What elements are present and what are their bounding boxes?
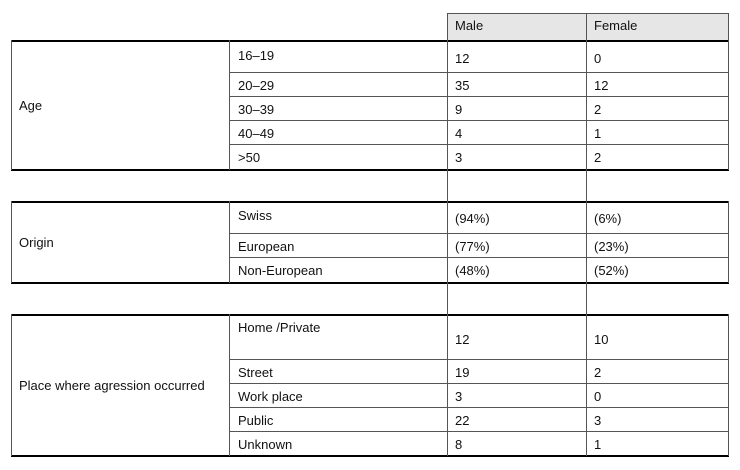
row-male: 3 <box>455 150 463 165</box>
row-male: 8 <box>455 437 463 452</box>
row-category: Public <box>238 413 274 428</box>
place-row-line <box>229 359 729 360</box>
row-female: 2 <box>594 102 602 117</box>
header-female: Female <box>594 18 638 33</box>
origin-bottom-border <box>11 282 729 284</box>
header-right-border <box>728 13 729 41</box>
row-male: 3 <box>455 389 463 404</box>
place-top-border <box>11 314 729 316</box>
place-col-divider-2 <box>447 314 448 456</box>
origin-top-border <box>11 201 729 203</box>
row-category: Non-European <box>238 263 323 278</box>
origin-col-divider-1 <box>229 201 230 283</box>
row-category: >50 <box>238 150 261 165</box>
place-col-divider-1 <box>229 314 230 456</box>
row-category: Street <box>238 365 273 380</box>
header-divider <box>586 13 587 41</box>
section-label-age: Age <box>19 98 43 113</box>
age-col-divider-2 <box>447 40 448 170</box>
place-col-divider-3 <box>586 314 587 456</box>
section-label-origin: Origin <box>19 235 54 250</box>
row-male: 35 <box>455 78 470 93</box>
row-female: (52%) <box>594 263 629 278</box>
section-label-place: Place where agression occurred <box>19 378 205 393</box>
origin-col-divider-2 <box>447 201 448 283</box>
age-col-divider-1 <box>229 40 230 170</box>
header-top-border <box>447 13 729 14</box>
row-male: 4 <box>455 126 463 141</box>
origin-left-border <box>11 201 12 283</box>
row-female: 1 <box>594 126 602 141</box>
row-category: 16–19 <box>238 48 275 63</box>
row-male: 12 <box>455 332 470 347</box>
age-row-line <box>229 120 729 121</box>
place-bottom-border <box>11 455 729 457</box>
row-category: European <box>238 239 295 254</box>
row-category: Work place <box>238 389 303 404</box>
origin-right-border <box>728 201 729 283</box>
row-category: Home /Private <box>238 320 321 335</box>
row-female: 2 <box>594 150 602 165</box>
origin-row-line <box>229 257 729 258</box>
row-category: 20–29 <box>238 78 275 93</box>
age-right-border <box>728 40 729 170</box>
spacer-divider-3 <box>447 283 448 315</box>
spacer-divider-2 <box>586 170 587 202</box>
header-male: Male <box>455 18 484 33</box>
header-left-border <box>447 13 448 41</box>
row-female: 1 <box>594 437 602 452</box>
age-top-border <box>11 40 729 42</box>
age-row-line <box>229 144 729 145</box>
age-row-line <box>229 96 729 97</box>
row-category: 30–39 <box>238 102 275 117</box>
row-female: 2 <box>594 365 602 380</box>
row-male: (48%) <box>455 263 490 278</box>
origin-col-divider-3 <box>586 201 587 283</box>
row-male: 9 <box>455 102 463 117</box>
row-male: 19 <box>455 365 470 380</box>
row-category: 40–49 <box>238 126 275 141</box>
place-row-line <box>229 431 729 432</box>
place-row-line <box>229 407 729 408</box>
row-female: 10 <box>594 332 609 347</box>
age-bottom-border <box>11 169 729 171</box>
place-left-border <box>11 314 12 456</box>
age-row-line <box>229 72 729 73</box>
row-female: 0 <box>594 51 602 66</box>
row-female: 12 <box>594 78 609 93</box>
spacer-divider-1 <box>447 170 448 202</box>
row-category: Unknown <box>238 437 293 452</box>
origin-row-line <box>229 233 729 234</box>
row-female: (6%) <box>594 211 622 226</box>
row-female: 3 <box>594 413 602 428</box>
row-male: 12 <box>455 51 470 66</box>
place-right-border <box>728 314 729 456</box>
row-category: Swiss <box>238 208 272 223</box>
age-left-border <box>11 40 12 170</box>
place-row-line <box>229 383 729 384</box>
age-col-divider-3 <box>586 40 587 170</box>
row-female: (23%) <box>594 239 629 254</box>
row-female: 0 <box>594 389 602 404</box>
row-male: 22 <box>455 413 470 428</box>
row-male: (94%) <box>455 211 490 226</box>
row-male: (77%) <box>455 239 490 254</box>
spacer-divider-4 <box>586 283 587 315</box>
